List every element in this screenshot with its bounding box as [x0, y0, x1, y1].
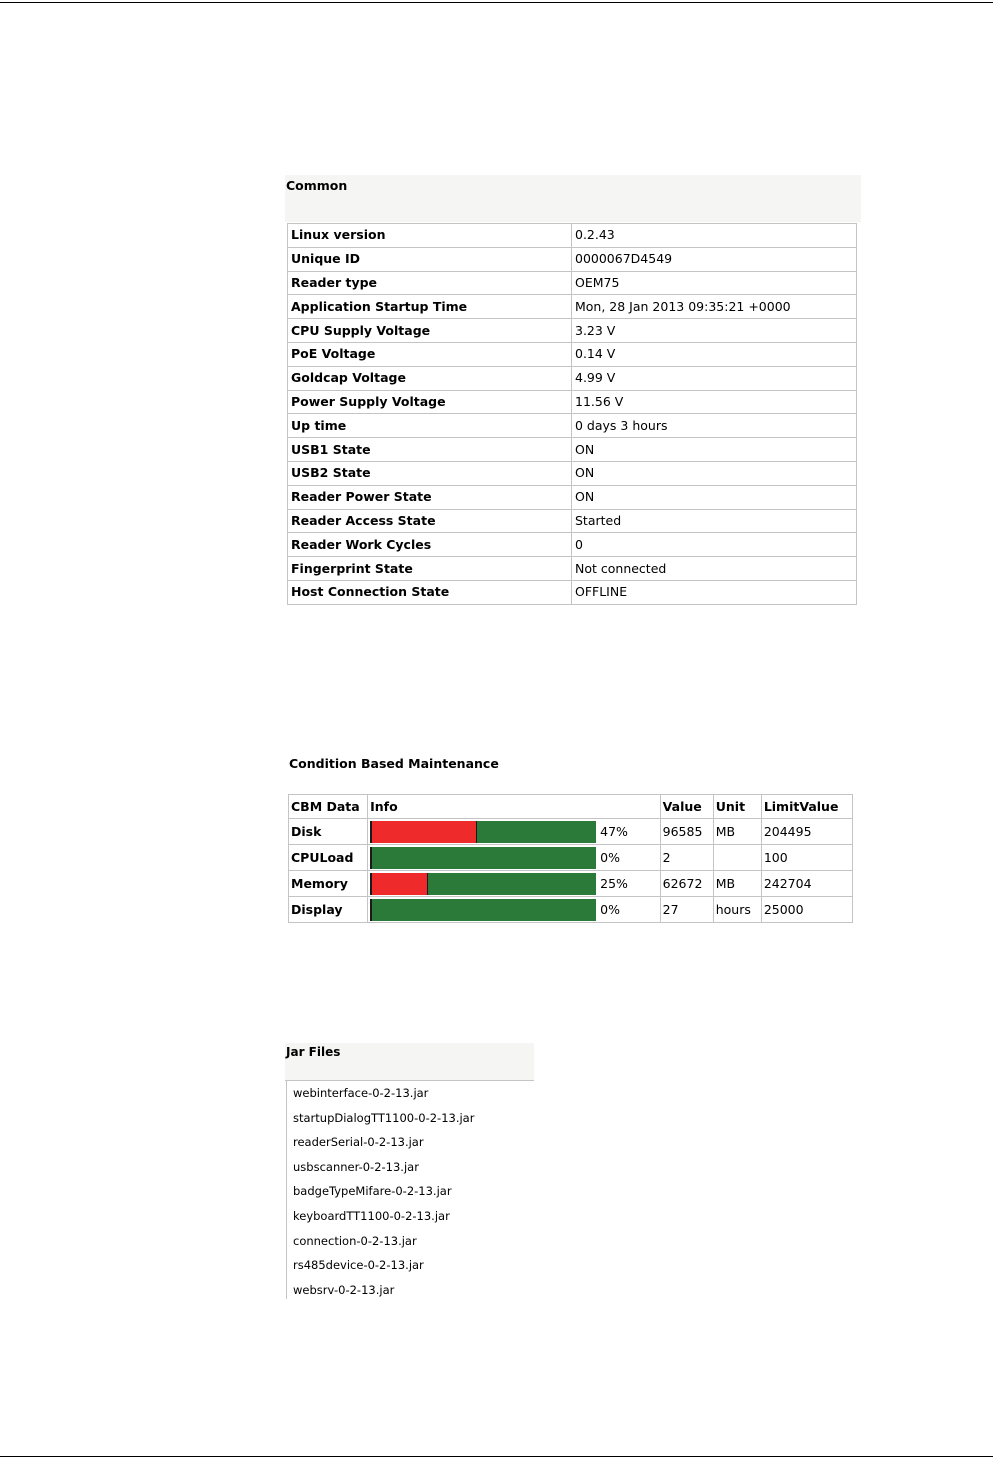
jar-file-item: connection-0-2-13.jar	[293, 1233, 417, 1248]
bottom-rule	[0, 1456, 993, 1457]
common-row	[288, 557, 857, 581]
common-row-label: USB1 State	[288, 438, 572, 462]
common-row-value: Started	[572, 509, 857, 533]
cbm-row	[289, 845, 853, 871]
usage-percent: 0%	[600, 902, 620, 917]
jar-file-item: websrv-0-2-13.jar	[293, 1282, 395, 1297]
common-row-value: 0 days 3 hours	[572, 414, 857, 438]
cbm-row-unit: hours	[713, 897, 761, 923]
cbm-header-row	[289, 795, 853, 819]
common-row-value: ON	[572, 461, 857, 485]
usage-bar-used-fill	[372, 821, 477, 843]
jar-file-item: rs485device-0-2-13.jar	[293, 1258, 424, 1273]
cbm-row-unit: MB	[713, 819, 761, 845]
common-row-value: OFFLINE	[572, 580, 857, 604]
usage-percent: 25%	[600, 876, 628, 891]
common-row-label: Reader Power State	[288, 485, 572, 509]
common-row	[288, 247, 857, 271]
cbm-header-value: Value	[660, 795, 713, 819]
common-row-value: Mon, 28 Jan 2013 09:35:21 +0000	[572, 295, 857, 319]
cbm-title: Condition Based Maintenance	[289, 756, 499, 771]
cbm-table	[288, 794, 853, 923]
usage-bar	[370, 847, 596, 869]
common-section-header	[285, 175, 861, 222]
common-row-value: 4.99 V	[572, 366, 857, 390]
common-row-value: 0000067D4549	[572, 247, 857, 271]
common-row-value: 0.14 V	[572, 342, 857, 366]
common-row-label: USB2 State	[288, 461, 572, 485]
cbm-row-unit	[713, 845, 761, 871]
usage-bar-used-fill	[372, 873, 428, 895]
common-title: Common	[286, 178, 348, 193]
cbm-row-info	[368, 897, 661, 923]
common-row	[288, 438, 857, 462]
cbm-row-limit: 100	[761, 845, 852, 871]
common-row	[288, 390, 857, 414]
common-row-value: 0	[572, 533, 857, 557]
cbm-row-limit: 204495	[761, 819, 852, 845]
cbm-row-name: Disk	[289, 819, 368, 845]
jar-files-header	[285, 1043, 534, 1081]
usage-percent: 47%	[600, 824, 628, 839]
common-row	[288, 414, 857, 438]
cbm-row-info	[368, 845, 661, 871]
usage-bar	[370, 821, 596, 843]
jar-file-item: readerSerial-0-2-13.jar	[293, 1135, 424, 1150]
common-row	[288, 485, 857, 509]
cbm-row-name: Memory	[289, 871, 368, 897]
common-row-label: Application Startup Time	[288, 295, 572, 319]
common-table	[287, 223, 857, 605]
common-row-label: Reader type	[288, 271, 572, 295]
cbm-row-limit: 242704	[761, 871, 852, 897]
common-row	[288, 295, 857, 319]
cbm-header-info: Info	[368, 795, 661, 819]
usage-bar	[370, 899, 596, 921]
common-row-value: OEM75	[572, 271, 857, 295]
cbm-row-info	[368, 819, 661, 845]
cbm-row-value: 2	[660, 845, 713, 871]
cbm-row-name: Display	[289, 897, 368, 923]
cbm-header-cbm-data: CBM Data	[289, 795, 368, 819]
cbm-row-value: 96585	[660, 819, 713, 845]
common-row-label: Reader Access State	[288, 509, 572, 533]
common-row	[288, 319, 857, 343]
cbm-row-unit: MB	[713, 871, 761, 897]
common-row-label: Unique ID	[288, 247, 572, 271]
jar-files-list	[286, 1081, 537, 1299]
common-row	[288, 342, 857, 366]
cbm-header-limit-value: LimitValue	[761, 795, 852, 819]
cbm-row-name: CPULoad	[289, 845, 368, 871]
jar-file-item: webinterface-0-2-13.jar	[293, 1086, 429, 1100]
cbm-row-value: 62672	[660, 871, 713, 897]
common-row-value: ON	[572, 485, 857, 509]
usage-bar	[370, 873, 596, 895]
common-row-label: PoE Voltage	[288, 342, 572, 366]
common-row	[288, 366, 857, 390]
jar-file-item: startupDialogTT1100-0-2-13.jar	[293, 1110, 475, 1125]
common-row-label: CPU Supply Voltage	[288, 319, 572, 343]
cbm-row	[289, 819, 853, 845]
common-row-label: Reader Work Cycles	[288, 533, 572, 557]
common-row	[288, 271, 857, 295]
common-row-value: Not connected	[572, 557, 857, 581]
common-row-label: Linux version	[288, 224, 572, 248]
common-row-label: Fingerprint State	[288, 557, 572, 581]
jar-file-item: badgeTypeMifare-0-2-13.jar	[293, 1184, 452, 1199]
common-row	[288, 224, 857, 248]
cbm-row-value: 27	[660, 897, 713, 923]
common-row-value: 11.56 V	[572, 390, 857, 414]
common-row-value: 3.23 V	[572, 319, 857, 343]
jar-file-item: keyboardTT1100-0-2-13.jar	[293, 1208, 450, 1223]
common-row-label: Host Connection State	[288, 580, 572, 604]
top-rule	[0, 2, 993, 3]
cbm-row-limit: 25000	[761, 897, 852, 923]
common-row	[288, 509, 857, 533]
common-row-value: ON	[572, 438, 857, 462]
common-row-label: Up time	[288, 414, 572, 438]
cbm-row	[289, 897, 853, 923]
common-row	[288, 580, 857, 604]
common-row-label: Power Supply Voltage	[288, 390, 572, 414]
jar-file-item: usbscanner-0-2-13.jar	[293, 1159, 419, 1174]
common-row	[288, 461, 857, 485]
cbm-header-unit: Unit	[713, 795, 761, 819]
jar-files-title: Jar Files	[286, 1045, 341, 1059]
common-row-label: Goldcap Voltage	[288, 366, 572, 390]
usage-percent: 0%	[600, 850, 620, 865]
cbm-row-info	[368, 871, 661, 897]
cbm-row	[289, 871, 853, 897]
common-row-value: 0.2.43	[572, 224, 857, 248]
common-row	[288, 533, 857, 557]
